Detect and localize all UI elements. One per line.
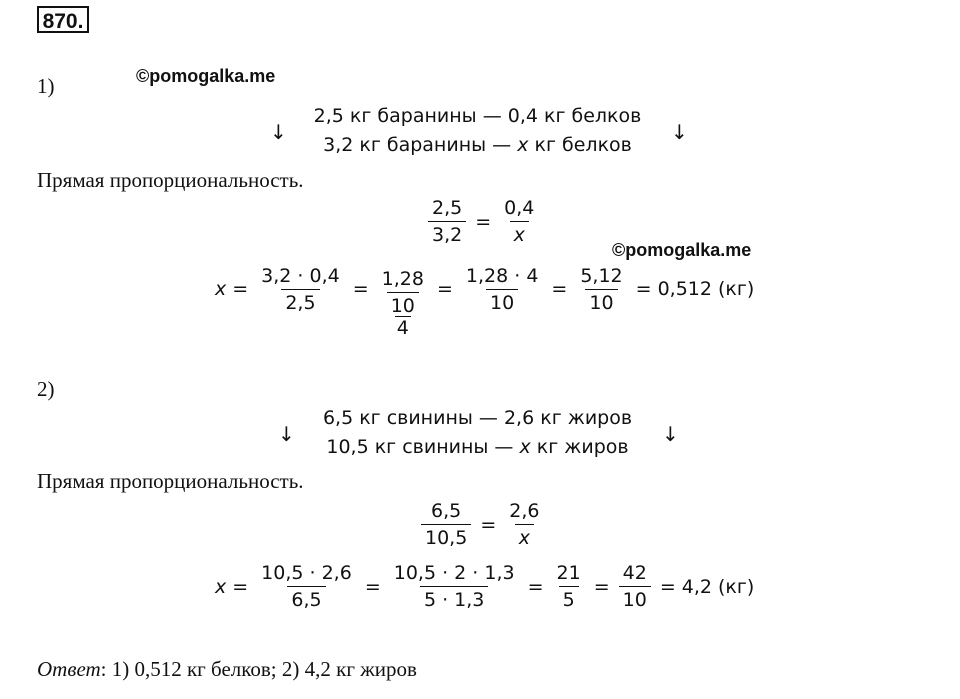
fraction: $\frac{42}{10}$	[619, 562, 651, 611]
answer-text: : 1) 0,512 кг белков; 2) 4,2 кг жиров	[100, 657, 417, 681]
part2-arrow-right: ↓	[662, 422, 679, 446]
fraction: $\frac{10,5 \cdot 2 \cdot 1,3}{5 \cdot 1,3}$	[393, 562, 515, 611]
answer-label: Ответ	[37, 657, 101, 681]
part1-line2-b: кг белков	[534, 134, 632, 156]
part2-statement: Прямая пропорциональность.	[37, 469, 304, 493]
part1-line2-x: x	[517, 134, 529, 156]
part2-line2-b: кг жиров	[536, 436, 629, 458]
part1-calculation: x = $\frac{3,2 \cdot 0,4}{2,5}$ = $\frac{1,28}{\frac{10}{4}}$ = $\frac{1,28 \cdot 4}{10}$ = $\frac{5,12}{10}$ = 0,512 (кг)	[215, 264, 755, 339]
part1-line2	[290, 134, 665, 156]
part2-label: 2)	[37, 377, 55, 401]
fraction: $\frac{21}{5}$	[556, 562, 581, 611]
part1-label: 1)	[37, 74, 55, 98]
fraction: $\frac{1,28 \cdot 4}{10}$	[465, 264, 539, 314]
fraction: $\frac{0,4}{x}$	[504, 197, 535, 246]
compound-fraction: $\frac{1,28}{\frac{10}{4}}$	[381, 268, 424, 339]
fraction: $\frac{6,5}{10,5}$	[421, 500, 471, 549]
fraction: $\frac{2,5}{3,2}$	[428, 197, 466, 246]
problem-number: 870.	[37, 6, 89, 33]
answer-line	[37, 657, 417, 682]
part2-line1: 6,5 кг свинины — 2,6 кг жиров	[322, 407, 633, 429]
part1-statement: Прямая пропорциональность.	[37, 168, 304, 192]
part2-arrow-left: ↓	[278, 422, 295, 446]
fraction: $\frac{2,6}{x}$	[509, 500, 540, 549]
part2-line2	[300, 436, 655, 458]
fraction: $\frac{10,5 \cdot 2,6}{6,5}$	[261, 562, 352, 611]
part2-calculation: x = $\frac{10,5 \cdot 2,6}{6,5}$ = $\frac{10,5 \cdot 2 \cdot 1,3}{5 \cdot 1,3}$ = $\frac{21}{5}$ = $\frac{42}{10}$ = 4,2 (кг)	[215, 562, 755, 611]
part1-result: 0,512 (кг)	[657, 278, 755, 300]
watermark-1: ©pomogalka.me	[136, 66, 276, 86]
part2-line2-x: x	[519, 436, 531, 458]
fraction: $\frac{5,12}{10}$	[580, 264, 623, 314]
part1-proportion: $\frac{2,5}{3,2}$ = $\frac{0,4}{x}$	[425, 197, 541, 246]
fraction: $\frac{3,2 \cdot 0,4}{2,5}$	[261, 264, 340, 314]
part1-arrow-left: ↓	[270, 120, 287, 144]
watermark-2: ©pomogalka.me	[612, 240, 752, 260]
part2-line2-a: 10,5 кг свинины —	[326, 436, 514, 458]
part2-result: 4,2 (кг)	[681, 575, 755, 598]
part1-line1: 2,5 кг баранины — 0,4 кг белков	[313, 105, 642, 127]
part1-arrow-right: ↓	[671, 120, 688, 144]
part2-proportion: $\frac{6,5}{10,5}$ = $\frac{2,6}{x}$	[418, 500, 546, 549]
part1-line2-a: 3,2 кг баранины —	[323, 134, 512, 156]
